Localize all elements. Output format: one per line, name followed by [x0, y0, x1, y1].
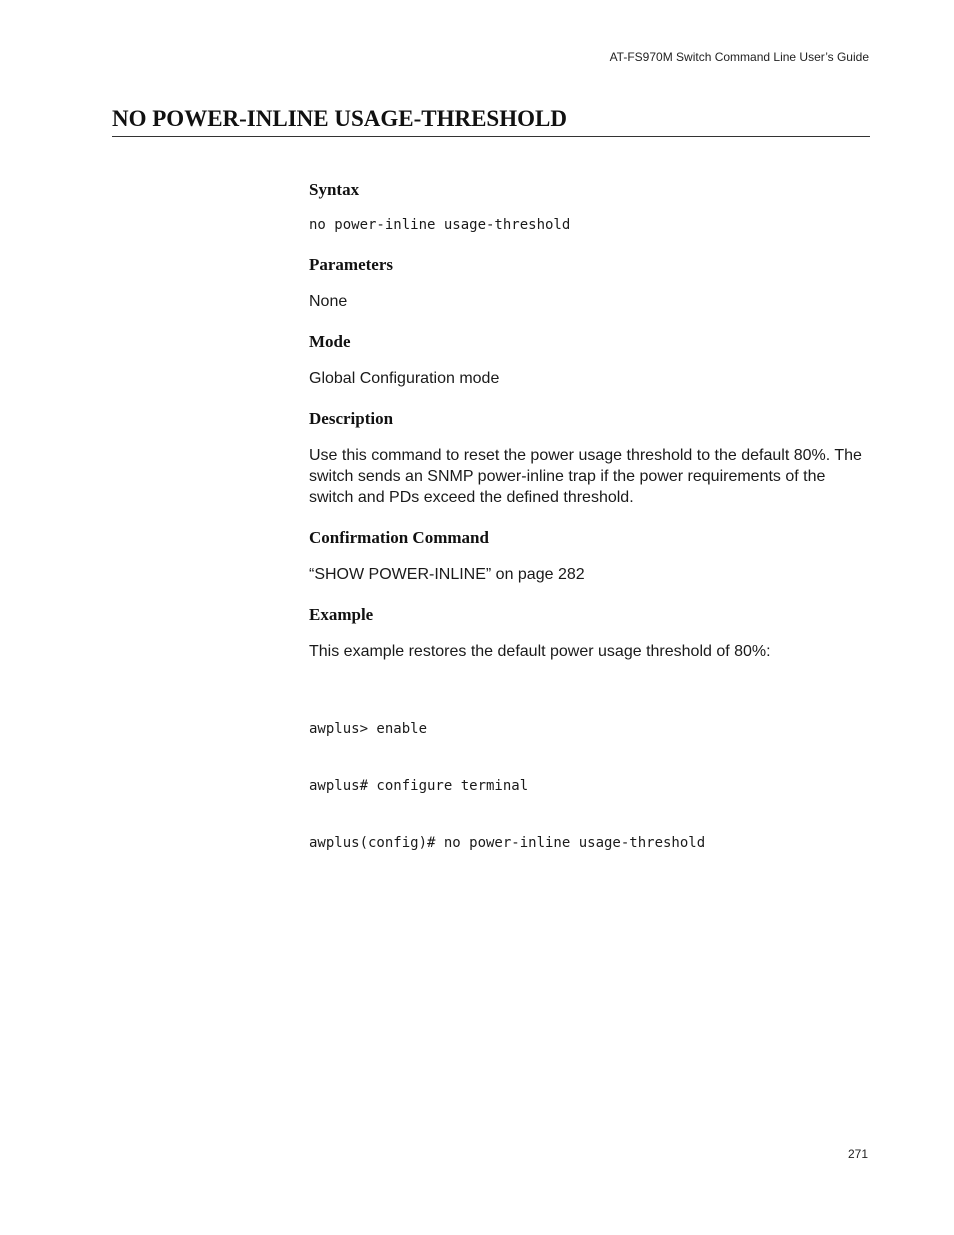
page-number: 271: [847, 1147, 868, 1161]
confirmation-heading: Confirmation Command: [309, 528, 489, 547]
parameters-text: None: [309, 293, 348, 310]
example-code-line: awplus# configure terminal: [309, 778, 529, 794]
command-content: [309, 180, 874, 911]
example-heading: Example: [309, 605, 374, 624]
mode-heading: Mode: [309, 332, 351, 351]
example-code-block: [309, 682, 874, 891]
mode-text: Global Configuration mode: [309, 370, 500, 387]
running-header: AT-FS970M Switch Command Line User’s Guide: [609, 50, 869, 64]
example-code-line: awplus(config)# no power-inline usage-threshold: [309, 835, 706, 851]
description-heading: Description: [309, 409, 394, 428]
page-title: NO POWER-INLINE USAGE-THRESHOLD: [112, 106, 870, 137]
syntax-code: no power-inline usage-threshold: [309, 217, 571, 233]
example-text: This example restores the default power usage threshold of 80%:: [309, 643, 771, 660]
parameters-heading: Parameters: [309, 255, 394, 274]
confirmation-link[interactable]: “SHOW POWER-INLINE” on page 282: [309, 566, 585, 583]
syntax-heading: Syntax: [309, 180, 360, 199]
description-text: Use this command to reset the power usage threshold to the default 80%. The switch sends an SNMP power-inline trap if the power requirements of the switch and PDs exceed the defined threshold.: [309, 447, 862, 506]
example-code-line: awplus> enable: [309, 721, 428, 737]
